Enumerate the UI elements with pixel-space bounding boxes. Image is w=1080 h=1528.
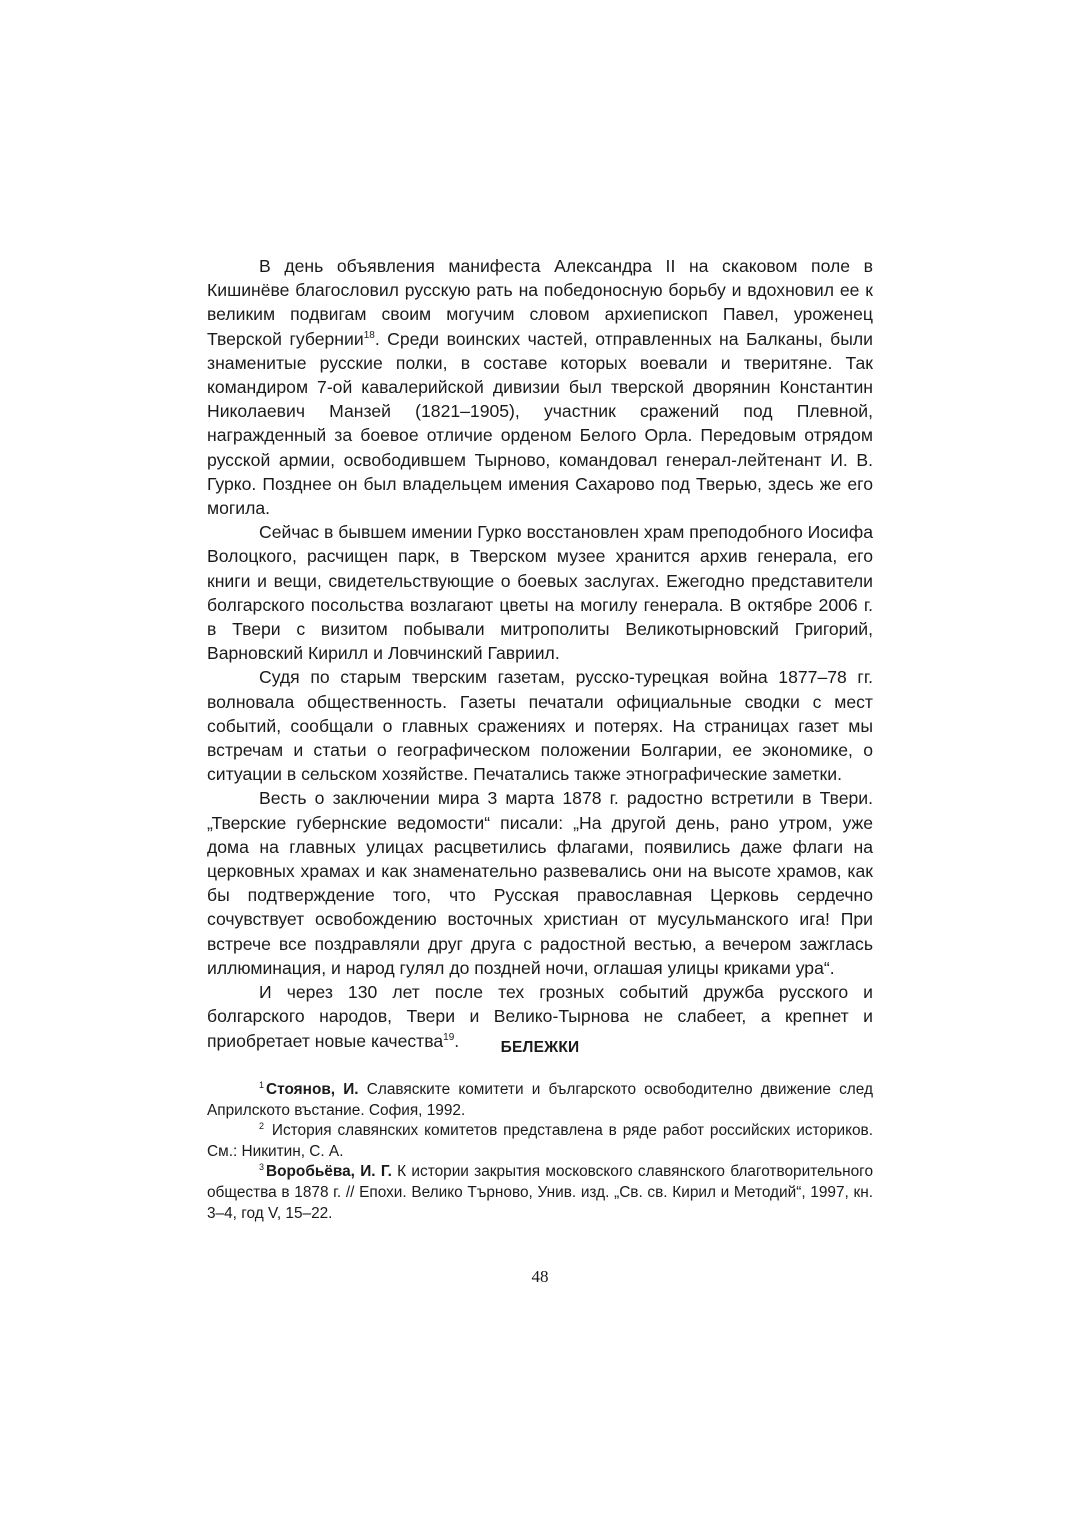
page-number: 48 bbox=[531, 1267, 549, 1286]
note-author: Стоянов, И. bbox=[266, 1081, 359, 1098]
paragraph-text: . bbox=[454, 1030, 460, 1051]
note-item bbox=[207, 1121, 873, 1162]
notes-list bbox=[207, 1080, 873, 1224]
footnote-ref: 19 bbox=[443, 1031, 455, 1043]
paragraph-text: В день объявления манифеста Александра II на скаковом поле в Кишинёве благословил русскую рать на победоносную борьбу и вдохновил ее к великим подвигам своим могучим словом архиепископ Павел, уроженец Тверской губернии bbox=[207, 256, 873, 349]
paragraph bbox=[207, 254, 873, 520]
note-author: Воробьёва, И. Г. bbox=[266, 1163, 392, 1181]
note-text: К истории закрытия московского славянского благотворительного общества в 1878 г. // Епохи. Велико Търново, Унив. изд. „Св. св. Кирил и Методий“, 1997, кн. 3–4, год V, 15–22. bbox=[207, 1163, 874, 1222]
note-number: 2 bbox=[259, 1121, 265, 1132]
footnote-ref: 18 bbox=[363, 329, 375, 341]
paragraph-text: И через 130 лет после тех грозных событий дружба русского и болгарского народов, Твери и Велико-Тырнова не слабеет, а крепнет и приобретает новые качества bbox=[207, 982, 873, 1051]
main-text bbox=[207, 254, 873, 1053]
paragraph: Весть о заключении мира 3 марта 1878 г. радостно встретили в Твери. „Тверские губернские ведомости“ писали: „На другой день, рано утром, уже дома на главных улицах расцветились флагами, появились даже флаги на церковных храмах и как знаменательно развевались они на высоте храмов, как бы подтверждение того, что Русская православная Церковь сердечно сочувствует освобождению восточных христиан от мусульманского ига! При встрече все поздравляли друг друга с радостной вестью, а вечером зажглась иллюминация, и народ гулял до поздней ночи, оглашая улицы криками ура“. bbox=[207, 788, 873, 978]
paragraph-text: . Среди воинских частей, отправленных на Балканы, были знаменитые русские полки, в составе которых воевали и тверитяне. Так командиром 7-ой кавалерийской дивизии был тверской дворянин Константин Николаевич Манзей (1821–1905), участник сражений под Плевной, награжденный за боевое отличие орденом Белого Орла. Передовым отрядом русской армии, освободившем Тырново, командовал генерал-лейтенант И. В. Гурко. Позднее он был владельцем имения Сахарово под Тверью, здесь же его могила. bbox=[207, 328, 873, 519]
note-number: 1 bbox=[259, 1080, 265, 1090]
note-text: Славяските комитети и българското освободително движение след Априлското въстание. София, 1992. bbox=[207, 1081, 873, 1119]
paragraph: Судя по старым тверским газетам, русско-турецкая война 1877–78 гг. волновала общественность. Газеты печатали официальные сводки с мест событий, сообщали о главных сражениях и потерях. На страницах газет мы встречам и статьи о географическом положении Болгарии, ее экономике, о ситуации в сельском хозяйстве. Печатались также этнографические заметки. bbox=[207, 667, 873, 785]
note-item bbox=[207, 1162, 873, 1224]
note-text: История славянских комитетов представлена в ряде работ российских историков. См.: Никитин, С. А. bbox=[207, 1122, 873, 1160]
notes-heading: БЕЛЕЖКИ bbox=[500, 1039, 580, 1056]
paragraph: Сейчас в бывшем имении Гурко восстановлен храм преподобного Иосифа Волоцкого, расчищен парк, в Тверском музее хранится архив генерала, его книги и вещи, свидетельствующие о боевых заслугах. Ежегодно представители болгарского посольства возлагают цветы на могилу генерала. В октябре 2006 г. в Твери с визитом побывали митрополиты Великотырновский Григорий, Варновский Кирилл и Ловчинский Гавриил. bbox=[207, 522, 873, 664]
note-number: 3 bbox=[259, 1162, 265, 1173]
note-item bbox=[207, 1080, 873, 1121]
